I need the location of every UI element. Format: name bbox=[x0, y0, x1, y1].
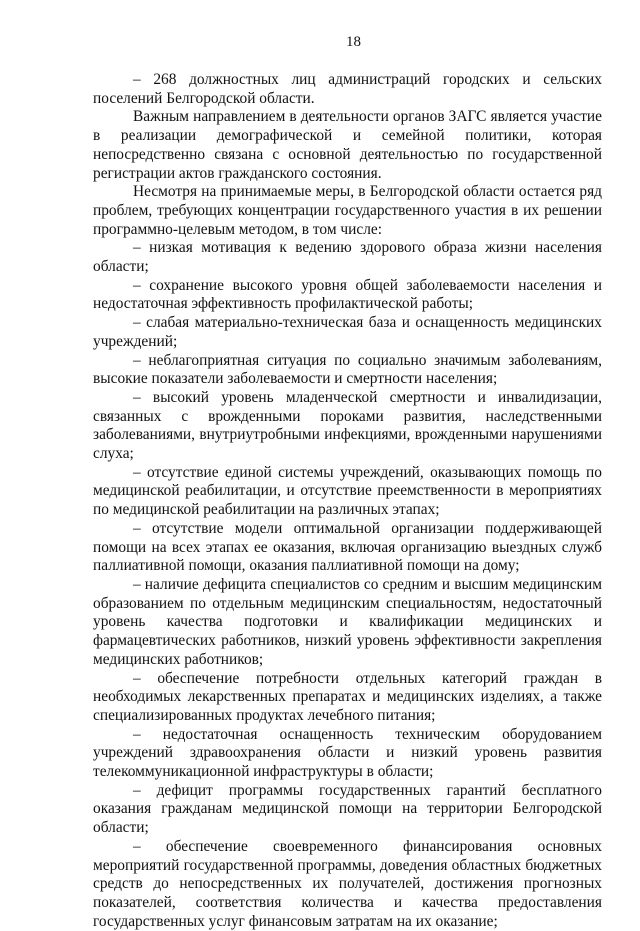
list-item: – отсутствие единой системы учреждений, оказывающих помощь по медицинской реабилитации, и отсутствие преемственности в мероприятиях по медицинской реабилитации на различных этапах; bbox=[93, 463, 602, 519]
list-item: – обеспечение потребности отдельных категорий граждан в необходимых лекарственных препаратах и медицинских изделиях, а также специализированных продуктах лечебного питания; bbox=[93, 669, 602, 724]
paragraph: – 268 должностных лиц администраций городских и сельских поселений Белгородской области. bbox=[93, 71, 602, 107]
paragraph: Важным направлением в деятельности органов ЗАГС является участие в реализации демографической и семейной политики, которая непосредственно связана с основной деятельностью по государственной регистрации актов гражданского состояния. bbox=[93, 108, 602, 182]
list-item: – неблагоприятная ситуация по социально значимым заболеваниям, высокие показатели заболеваемости и смертности населения; bbox=[93, 351, 602, 388]
page-body bbox=[93, 71, 602, 931]
list-item: – высокий уровень младенческой смертности и инвалидизации, связанных с врожденными пороками развития, наследственными заболеваниями, внутриутробными инфекциями, врожденными нарушениями слуха; bbox=[93, 388, 602, 463]
list-item: – дефицит программы государственных гарантий бесплатного оказания гражданам медицинской помощи на территории Белгородской области; bbox=[93, 781, 602, 837]
paragraph: Несмотря на принимаемые меры, в Белгородской области остается ряд проблем, требующих концентрации государственного участия в их решении программно-целевым методом, в том числе: bbox=[93, 183, 602, 238]
list-item: – низкая мотивация к ведению здорового образа жизни населения области; bbox=[93, 239, 602, 276]
list-item: – обеспечение своевременного финансирования основных мероприятий государственной программы, доведения областных бюджетных средств до непосредственных их получателей, достижения прогнозных показателей, соответствия количества и качества предоставления государственных услуг финансовым затратам на их оказание; bbox=[93, 837, 602, 930]
list-item: – слабая материально-техническая база и оснащенность медицинских учреждений; bbox=[93, 314, 602, 350]
list-item: – отсутствие модели оптимальной организации поддерживающей помощи на всех этапах ее оказания, включая организацию выездных служб паллиативной помощи, оказания паллиативной помощи на дому; bbox=[93, 519, 602, 575]
list-item: – сохранение высокого уровня общей заболеваемости населения и недостаточная эффективность профилактической работы; bbox=[93, 276, 602, 313]
page-number: 18 bbox=[346, 34, 361, 50]
list-item: – наличие дефицита специалистов со средним и высшим медицинским образованием по отдельным медицинским специальностям, недостаточный уровень качества подготовки и квалификации медицинских и фармацевтических работников, низкий уровень эффективности закрепления медицинских работников; bbox=[93, 575, 602, 668]
list-item: – недостаточная оснащенность техническим оборудованием учреждений здравоохранения области и низкий уровень развития телекоммуникационной инфраструктуры в области; bbox=[93, 725, 602, 781]
